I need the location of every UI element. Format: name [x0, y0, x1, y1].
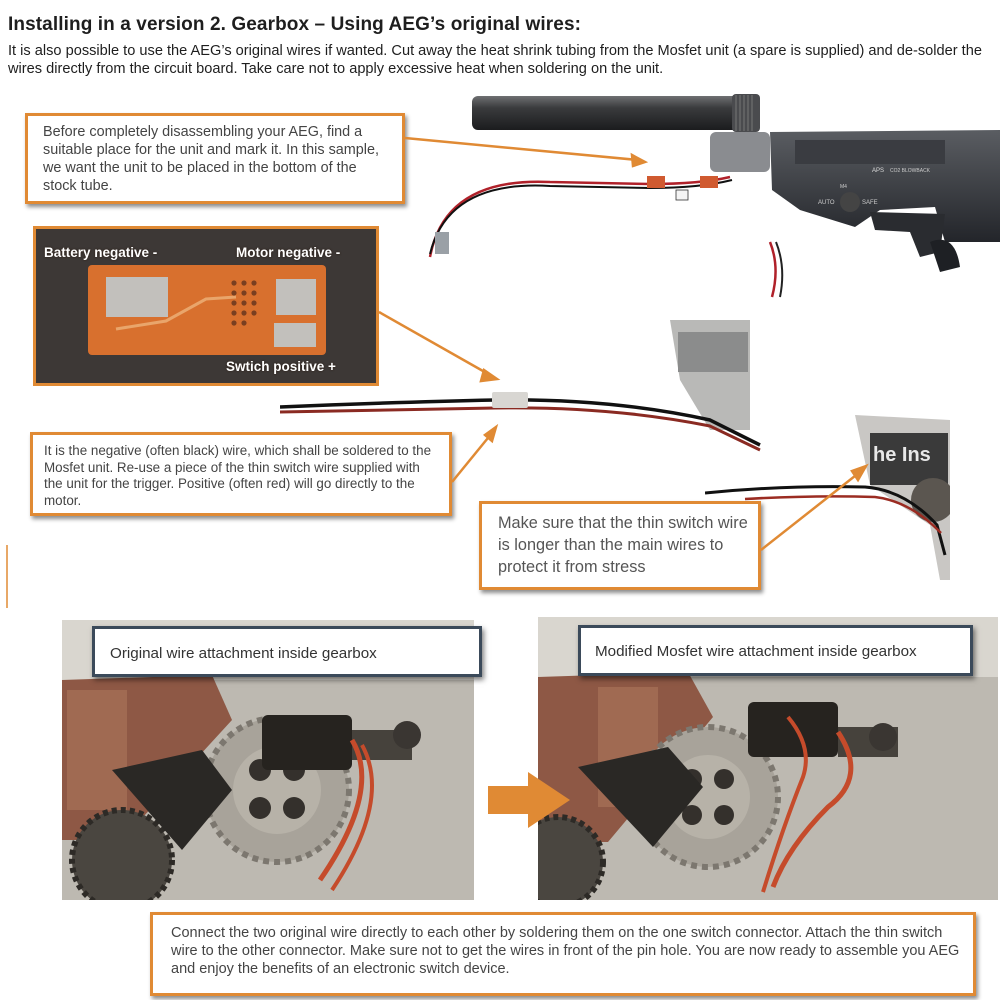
page-title: Installing in a version 2. Gearbox – Using AEG’s original wires: [8, 14, 582, 35]
receiver-code: CO2 BLOWBACK [890, 168, 931, 174]
stock-receiver-photo [400, 92, 1000, 302]
callout-bottom: Connect the two original wire directly to each other by soldering them on the one switch connector. Attach the thin switch wire to the other connector. Make sure not to get the wires in front of the pin hole. You are now ready to assemble you AEG and enjoy the benefits of an electronic switch device. [150, 912, 976, 996]
solder-joint [492, 392, 528, 408]
stock-tube [472, 96, 742, 130]
receiver [710, 130, 1000, 272]
receiver-mode-safe: SAFE [862, 200, 878, 206]
receiver-brand: APS [872, 168, 885, 174]
receiver-mode-auto: AUTO [818, 200, 835, 206]
mosfet-marker [647, 176, 665, 188]
callout-switch-wire: Make sure that the thin switch wire is longer than the main wires to protect it from stress [479, 501, 761, 590]
pcb-label-battery-negative: Battery negative - [44, 245, 158, 260]
caption-modified: Modified Mosfet wire attachment inside gearbox [578, 625, 973, 676]
callout-negative-wire: It is the negative (often black) wire, which shall be soldered to the Mosfet unit. Re-use a piece of the thin switch wire supplied with the unit for the trigger. Positive (often red) will go directly to the motor. [30, 432, 452, 516]
receiver-serial: M4 [840, 184, 847, 190]
intro-paragraph: It is also possible to use the AEG’s original wires if wanted. Cut away the heat shrink tubing from the Mosfet unit (a spare is supplied) and de-solder the wires directly from the circuit board. Take care not to apply excessive heat when soldering on the unit. [8, 43, 982, 77]
pcb-label-switch-positive: Swtich positive + [226, 359, 336, 374]
pcb-label-motor-negative: Motor negative - [236, 245, 341, 260]
caption-original: Original wire attachment inside gearbox [92, 626, 482, 677]
callout-stock: Before completely disassembling your AEG, find a suitable place for the unit and mark it. In this sample, we want the unit to be placed in the bottom of the stock tube. [25, 113, 405, 204]
gearbox-overlay-text: he Ins [873, 444, 931, 466]
